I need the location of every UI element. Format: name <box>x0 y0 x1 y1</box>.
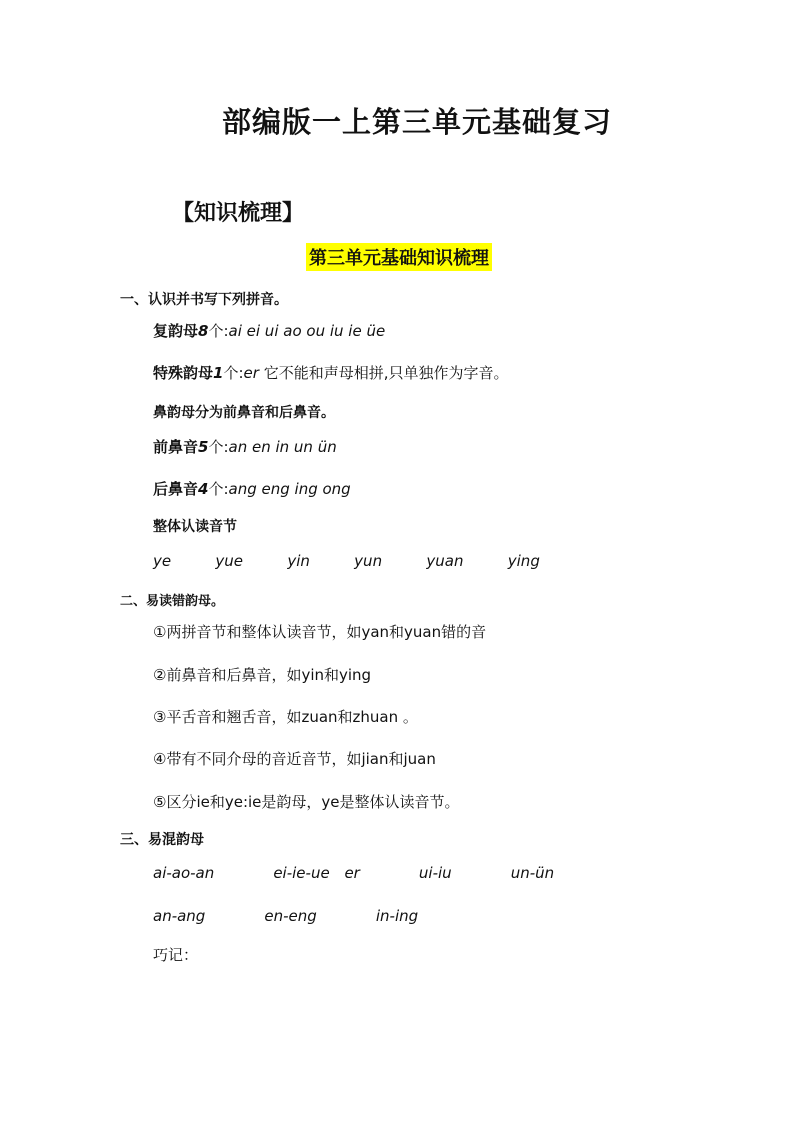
front-nasal-line <box>153 436 337 457</box>
section-2-heading: 二、易读错韵母。 <box>120 594 225 609</box>
special-unit: 个: <box>223 364 244 382</box>
list-item: ④带有不同介母的音近音节，如jian和juan <box>153 750 436 768</box>
list-item: ⑤区分ie和ye:ie是韵母，ye是整体认读音节。 <box>153 793 460 811</box>
compound-pinyin: ai ei ui ao ou iu ie üe <box>228 322 386 340</box>
front-count: 5 <box>198 438 209 456</box>
confusable-row-1: ai-ao-an ei-ie-ue er ui-iu un-ün <box>153 864 555 882</box>
section-tag: 【知识梳理】 <box>172 201 305 226</box>
back-pinyin: ang eng ing ong <box>228 480 351 498</box>
nasal-intro: 鼻韵母分为前鼻音和后鼻音。 <box>153 405 335 421</box>
special-note: 它不能和声母相拼,只单独作为字音。 <box>258 364 509 382</box>
special-final-line <box>153 362 508 383</box>
front-label: 前鼻音 <box>153 438 199 456</box>
list-item: ②前鼻音和后鼻音，如yin和ying <box>153 666 372 684</box>
back-count: 4 <box>198 480 209 498</box>
back-nasal-line <box>153 478 351 499</box>
compound-count: 8 <box>198 322 209 340</box>
list-item: ③平舌音和翘舌音，如zuan和zhuan 。 <box>153 708 418 726</box>
special-pinyin: er <box>243 364 259 382</box>
compound-finals-line <box>153 320 385 341</box>
subtitle-highlight: 第三单元基础知识梳理 <box>306 243 492 271</box>
list-item: ①两拼音节和整体认读音节，如yan和yuan错的音 <box>153 623 487 641</box>
special-count: 1 <box>213 364 224 382</box>
section-3-heading: 三、易混韵母 <box>120 832 204 848</box>
whole-syllables-label: 整体认读音节 <box>153 519 237 535</box>
compound-label: 复韵母 <box>153 322 199 340</box>
memo-label: 巧记： <box>153 946 199 964</box>
back-label: 后鼻音 <box>153 480 199 498</box>
section-1-heading: 一、认识并书写下列拼音。 <box>120 292 288 308</box>
front-pinyin: an en in un ün <box>228 438 337 456</box>
back-unit: 个: <box>208 480 229 498</box>
whole-syllables-pinyin: ye yue yin yun yuan ying <box>153 552 540 570</box>
compound-unit: 个: <box>208 322 229 340</box>
confusable-row-2: an-ang en-eng in-ing <box>153 907 419 925</box>
special-label: 特殊韵母 <box>153 364 214 382</box>
front-unit: 个: <box>208 438 229 456</box>
page-title: 部编版一上第三单元基础复习 <box>222 105 613 139</box>
